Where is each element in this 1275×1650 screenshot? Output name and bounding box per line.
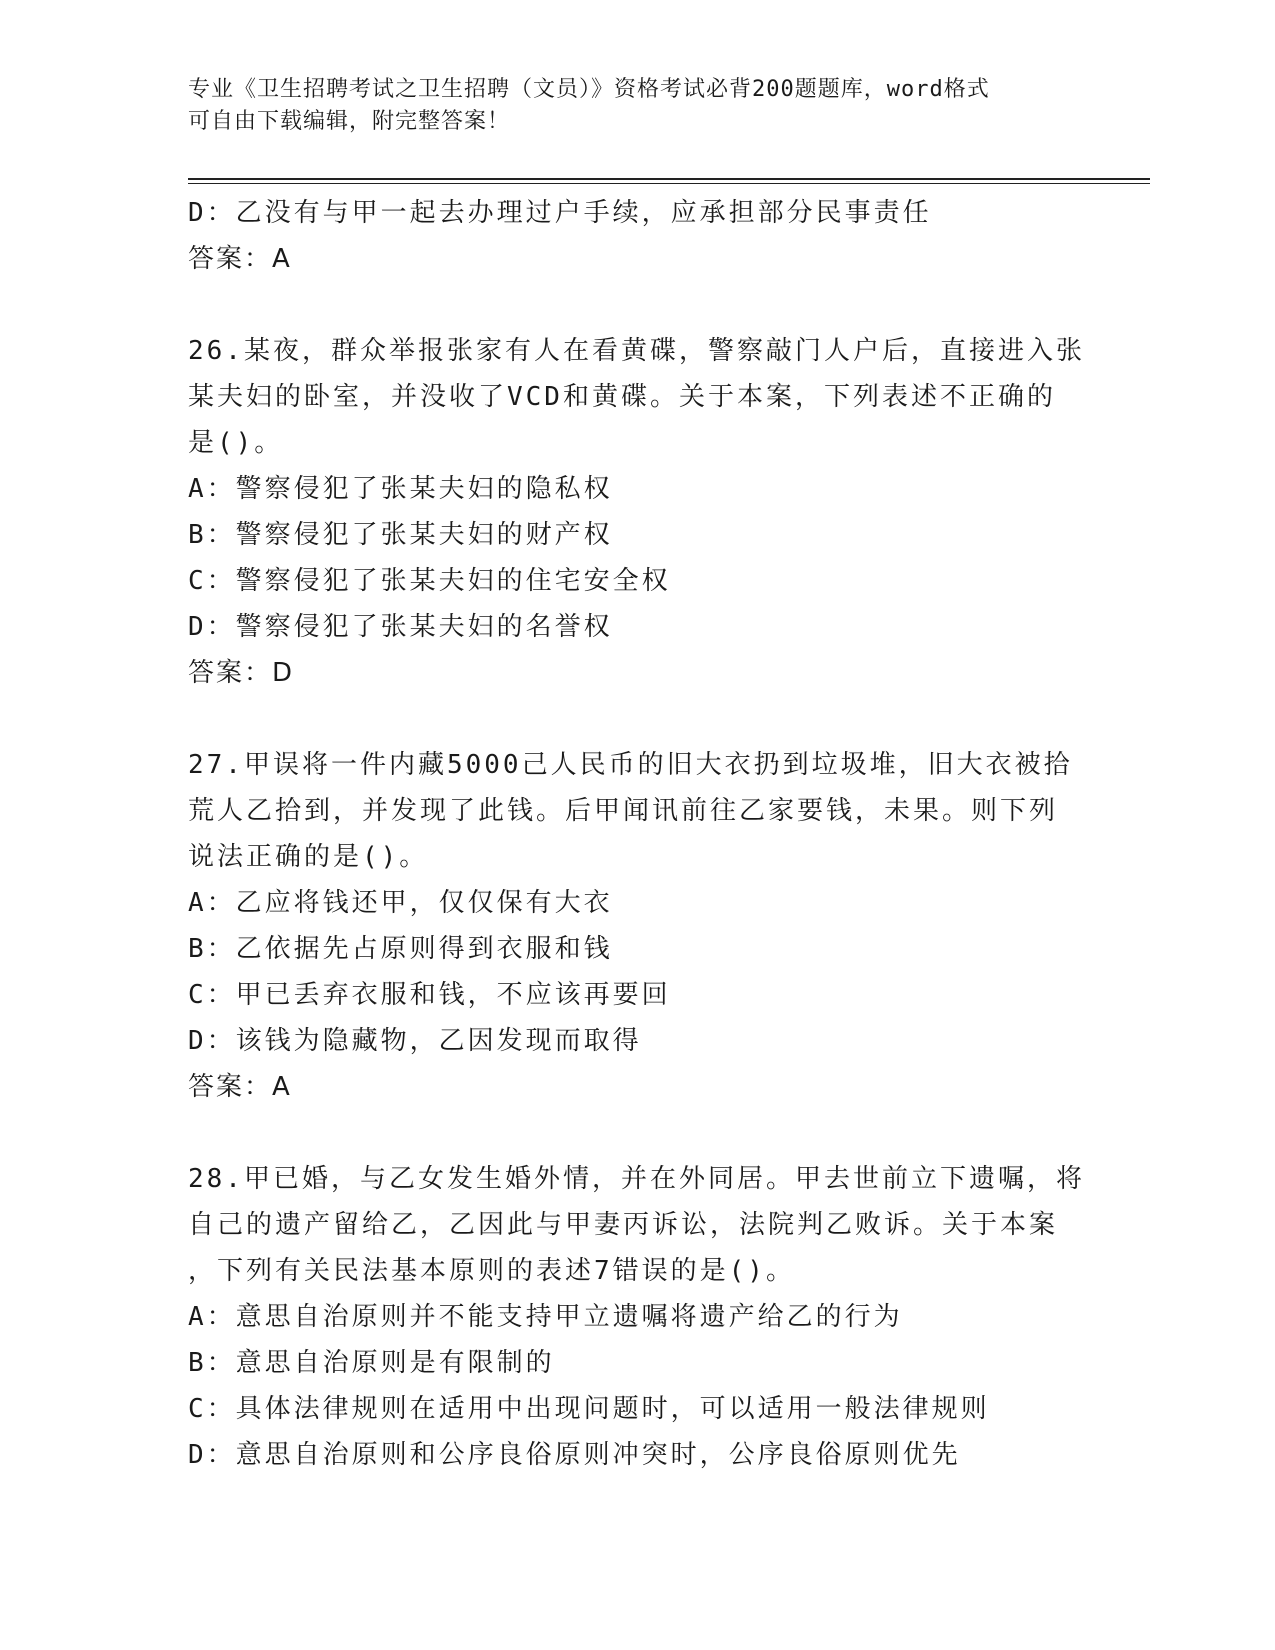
option-d: D：该钱为隐藏物，乙因发现而取得 (188, 1026, 642, 1056)
option-a: A：乙应将钱还甲，仅仅保有大衣 (188, 888, 613, 918)
header-line-1: 专业《卫生招聘考试之卫生招聘（文员）》资格考试必背200题题库，word格式 (188, 77, 990, 102)
document-header (188, 74, 1068, 138)
question-stem-line: 是()。 (188, 428, 284, 458)
spacer (188, 1110, 1088, 1156)
spacer (188, 696, 1088, 742)
answer-line: 答案：A (188, 244, 292, 274)
question-stem-line: 27.甲误将一件内藏5000己人民币的旧大衣扔到垃圾堆，旧大衣被拾 (188, 750, 1073, 780)
question-stem-line: 说法正确的是()。 (188, 842, 429, 872)
option-d: D：乙没有与甲一起去办理过户手续，应承担部分民事责任 (188, 198, 932, 228)
question-26 (188, 328, 1088, 696)
question-stem-line: 荒人乙拾到，并发现了此钱。后甲闻讯前往乙家要钱，未果。则下列 (188, 796, 1059, 826)
header-line-2: 可自由下载编辑，附完整答案！ (188, 109, 511, 134)
option-d: D：警察侵犯了张某夫妇的名誉权 (188, 612, 613, 642)
spacer (188, 282, 1088, 328)
option-c: C：甲已丢弃衣服和钱，不应该再要回 (188, 980, 671, 1010)
question-stem-line: 自己的遗产留给乙，乙因此与甲妻丙诉讼，法院判乙败诉。关于本案 (188, 1210, 1059, 1240)
option-c: C：具体法律规则在适用中出现问题时，可以适用一般法律规则 (188, 1394, 990, 1424)
question-27 (188, 742, 1088, 1110)
question-25-tail (188, 190, 1088, 282)
option-b: B：乙依据先占原则得到衣服和钱 (188, 934, 613, 964)
option-d: D：意思自治原则和公序良俗原则冲突时，公序良俗原则优先 (188, 1440, 961, 1470)
question-stem-line: ，下列有关民法基本原则的表述7错误的是()。 (188, 1256, 795, 1286)
question-stem-line: 28.甲已婚，与乙女发生婚外情，并在外同居。甲去世前立下遗嘱，将 (188, 1164, 1085, 1194)
question-content (188, 190, 1088, 1478)
option-a: A：警察侵犯了张某夫妇的隐私权 (188, 474, 613, 504)
header-divider-thin (188, 183, 1150, 184)
option-b: B：意思自治原则是有限制的 (188, 1348, 555, 1378)
option-c: C：警察侵犯了张某夫妇的住宅安全权 (188, 566, 671, 596)
answer-line: 答案：D (188, 658, 295, 688)
question-28 (188, 1156, 1088, 1478)
question-stem-line: 某夫妇的卧室，并没收了VCD和黄碟。关于本案，下列表述不正确的 (188, 382, 1056, 412)
option-a: A：意思自治原则并不能支持甲立遗嘱将遗产给乙的行为 (188, 1302, 903, 1332)
answer-line: 答案：A (188, 1072, 292, 1102)
option-b: B：警察侵犯了张某夫妇的财产权 (188, 520, 613, 550)
question-stem-line: 26.某夜，群众举报张家有人在看黄碟，警察敲门人户后，直接进入张 (188, 336, 1085, 366)
header-divider-thick (188, 178, 1150, 180)
